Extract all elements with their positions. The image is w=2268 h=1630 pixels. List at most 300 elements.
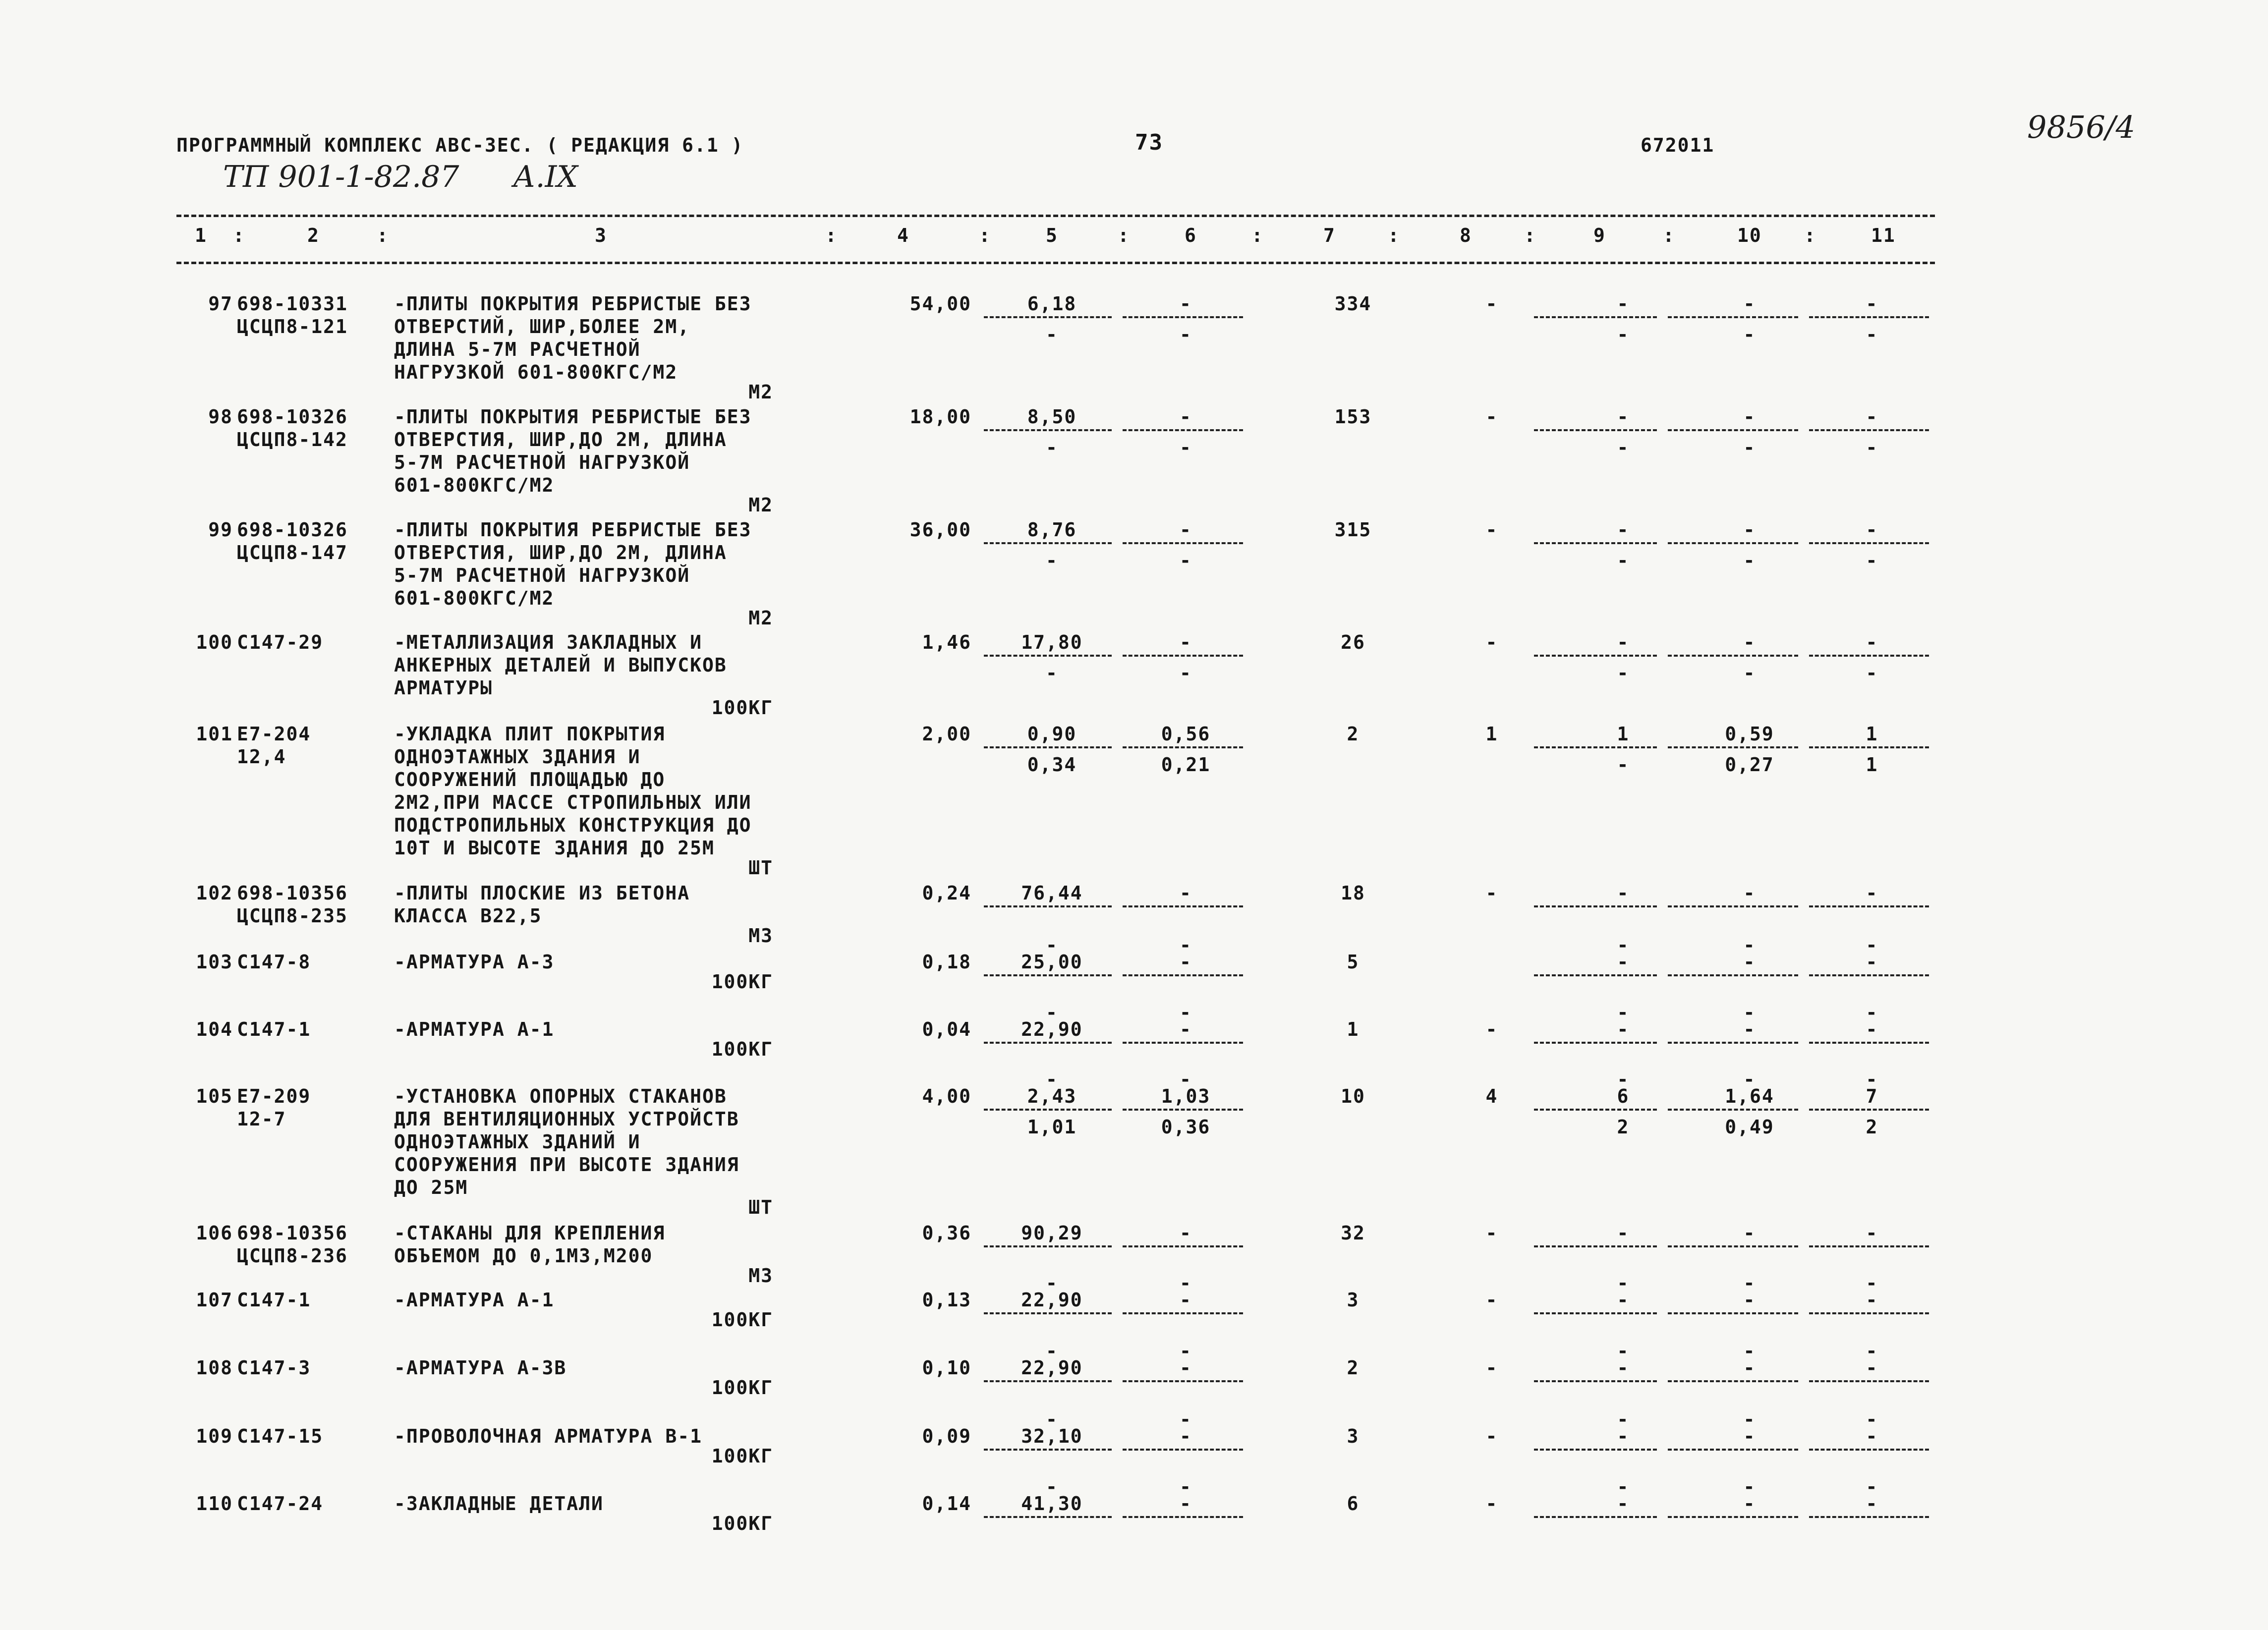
row-number: 108 xyxy=(196,1357,233,1379)
cell-c5: 90,29 xyxy=(1021,1222,1083,1244)
row-description: АРМАТУРЫ xyxy=(394,677,493,699)
cell-c9: - xyxy=(1617,951,1630,973)
cell-c9: - xyxy=(1617,1222,1630,1244)
row-description: 2М2,ПРИ МАССЕ СТРОПИЛЬНЫХ ИЛИ xyxy=(394,791,752,813)
cell-c5: 25,00 xyxy=(1021,951,1083,973)
row-code: 698-10356 xyxy=(237,1222,348,1244)
fraction-rule xyxy=(1534,1312,1657,1314)
fraction-rule xyxy=(1809,905,1929,907)
fraction-rule xyxy=(1809,746,1929,748)
table-top-rule xyxy=(176,215,1935,217)
row-code: 12,4 xyxy=(237,746,286,768)
cell-c7: 1 xyxy=(1347,1018,1360,1040)
fraction-rule xyxy=(1668,655,1798,657)
row-code: ЦСЦП8-235 xyxy=(237,905,348,927)
column-separator: : xyxy=(377,225,389,246)
fraction-rule xyxy=(1534,316,1657,318)
row-quantity: 54,00 xyxy=(909,293,971,315)
cell-c9-lower: - xyxy=(1617,754,1630,776)
fraction-rule xyxy=(1809,429,1929,431)
fraction-rule xyxy=(1123,1449,1243,1451)
cell-c9: - xyxy=(1617,1493,1630,1515)
row-quantity: 0,18 xyxy=(922,951,971,973)
row-quantity: 36,00 xyxy=(909,519,971,541)
cell-c6: - xyxy=(1180,882,1192,904)
cell-c11-lower: - xyxy=(1866,324,1878,345)
fraction-rule xyxy=(1534,1042,1657,1044)
cell-c11-upper: - xyxy=(1866,1408,1878,1430)
cell-c7: 3 xyxy=(1347,1425,1360,1447)
cell-c5-lower: - xyxy=(1046,662,1058,684)
cell-c5: 22,90 xyxy=(1021,1018,1083,1040)
cell-c9: - xyxy=(1617,1018,1630,1040)
cell-c10: - xyxy=(1743,1493,1756,1515)
row-description: ДЛЯ ВЕНТИЛЯЦИОННЫХ УСТРОЙСТВ xyxy=(394,1108,739,1130)
cell-c5: 41,30 xyxy=(1021,1493,1083,1515)
fraction-rule xyxy=(984,905,1112,907)
row-description: -СТАКАНЫ ДЛЯ КРЕПЛЕНИЯ xyxy=(394,1222,666,1244)
row-description: 10Т И ВЫСОТЕ ЗДАНИЯ ДО 25М xyxy=(394,837,715,859)
row-code: Е7-209 xyxy=(237,1085,311,1107)
row-number: 105 xyxy=(196,1085,233,1107)
column-separator: : xyxy=(825,225,838,246)
fraction-rule xyxy=(1668,1042,1798,1044)
cell-c11-upper: - xyxy=(1866,1272,1878,1294)
fraction-rule xyxy=(1123,316,1243,318)
row-code: С147-3 xyxy=(237,1357,311,1379)
cell-c6-upper: - xyxy=(1180,1272,1192,1294)
cell-c9-upper: - xyxy=(1617,1340,1630,1362)
row-number: 97 xyxy=(208,293,233,315)
cell-c11-upper: - xyxy=(1866,1002,1878,1023)
fraction-rule xyxy=(1809,974,1929,976)
cell-c11-upper: - xyxy=(1866,1068,1878,1090)
fraction-rule xyxy=(1534,905,1657,907)
cell-c9: - xyxy=(1617,631,1630,653)
cell-c9-lower: 2 xyxy=(1617,1116,1630,1138)
row-number: 101 xyxy=(196,723,233,745)
row-description: СООРУЖЕНИЙ ПЛОЩАДЬЮ ДО xyxy=(394,769,666,790)
cell-c11: - xyxy=(1866,1222,1878,1244)
row-unit: 100КГ xyxy=(711,1309,773,1331)
fraction-rule xyxy=(1668,1109,1798,1111)
cell-c9: - xyxy=(1617,519,1630,541)
cell-c10-upper: - xyxy=(1743,1476,1756,1498)
row-unit: М2 xyxy=(748,494,773,516)
cell-c10-lower: - xyxy=(1743,324,1756,345)
cell-c11-upper: - xyxy=(1866,1476,1878,1498)
row-description: ДЛИНА 5-7М РАСЧЕТНОЙ xyxy=(394,338,641,360)
row-code: 698-10326 xyxy=(237,406,348,428)
cell-c8: 1 xyxy=(1485,723,1498,745)
fraction-rule xyxy=(1534,1380,1657,1382)
cell-c7: 32 xyxy=(1341,1222,1365,1244)
row-code: 698-10331 xyxy=(237,293,348,315)
fraction-rule xyxy=(1668,1449,1798,1451)
row-quantity: 0,24 xyxy=(922,882,971,904)
cell-c10: - xyxy=(1743,519,1756,541)
row-number: 102 xyxy=(196,882,233,904)
row-description: -ПЛИТЫ ПЛОСКИЕ ИЗ БЕТОНА xyxy=(394,882,690,904)
fraction-rule xyxy=(1534,1245,1657,1247)
cell-c9-upper: - xyxy=(1617,1002,1630,1023)
row-code: С147-15 xyxy=(237,1425,324,1447)
cell-c6-lower: - xyxy=(1180,437,1192,458)
cell-c5-upper: - xyxy=(1046,1272,1058,1294)
cell-c10: - xyxy=(1743,1425,1756,1447)
row-description: -ПЛИТЫ ПОКРЫТИЯ РЕБРИСТЫЕ БЕЗ xyxy=(394,519,752,541)
cell-c8: - xyxy=(1485,882,1498,904)
row-description: -АРМАТУРА А-1 xyxy=(394,1018,555,1040)
cell-c8: - xyxy=(1485,406,1498,428)
cell-c8: - xyxy=(1485,631,1498,653)
row-description: АНКЕРНЫХ ДЕТАЛЕЙ И ВЫПУСКОВ xyxy=(394,654,727,676)
cell-c5: 17,80 xyxy=(1021,631,1083,653)
fraction-rule xyxy=(984,746,1112,748)
fraction-rule xyxy=(984,1380,1112,1382)
row-quantity: 18,00 xyxy=(909,406,971,428)
row-description: СООРУЖЕНИЯ ПРИ ВЫСОТЕ ЗДАНИЯ xyxy=(394,1154,739,1176)
cell-c9-upper: - xyxy=(1617,1272,1630,1294)
column-separator: : xyxy=(233,225,245,246)
fraction-rule xyxy=(1809,1516,1929,1518)
fraction-rule xyxy=(1123,1245,1243,1247)
fraction-rule xyxy=(1668,316,1798,318)
cell-c9-upper: - xyxy=(1617,1476,1630,1498)
row-number: 103 xyxy=(196,951,233,973)
cell-c5-lower: - xyxy=(1046,550,1058,571)
fraction-rule xyxy=(984,655,1112,657)
cell-c11-lower: - xyxy=(1866,550,1878,571)
cell-c9: - xyxy=(1617,882,1630,904)
cell-c5: 6,18 xyxy=(1027,293,1077,315)
cell-c11-upper: - xyxy=(1866,1340,1878,1362)
row-unit: ШТ xyxy=(748,857,773,879)
row-description: ДО 25М xyxy=(394,1177,468,1198)
cell-c6: - xyxy=(1180,951,1192,973)
column-header: 10 xyxy=(1737,225,1762,246)
fraction-rule xyxy=(1123,542,1243,544)
row-description: -ПРОВОЛОЧНАЯ АРМАТУРА В-1 xyxy=(394,1425,702,1447)
cell-c9: - xyxy=(1617,406,1630,428)
fraction-rule xyxy=(984,1042,1112,1044)
cell-c10-upper: - xyxy=(1743,934,1756,956)
row-description: -ПЛИТЫ ПОКРЫТИЯ РЕБРИСТЫЕ БЕЗ xyxy=(394,293,752,315)
cell-c11: - xyxy=(1866,1357,1878,1379)
row-quantity: 0,36 xyxy=(922,1222,971,1244)
cell-c5-upper: - xyxy=(1046,1408,1058,1430)
column-separator: : xyxy=(1524,225,1536,246)
cell-c10-upper: - xyxy=(1743,1002,1756,1023)
cell-c8: - xyxy=(1485,1357,1498,1379)
row-description: -АРМАТУРА А-1 xyxy=(394,1289,555,1311)
fraction-rule xyxy=(1809,1312,1929,1314)
column-separator: : xyxy=(1118,225,1130,246)
cell-c11: - xyxy=(1866,631,1878,653)
cell-c8: - xyxy=(1485,1289,1498,1311)
fraction-rule xyxy=(1534,1516,1657,1518)
fraction-rule xyxy=(1123,1109,1243,1111)
row-description: -АРМАТУРА А-3В xyxy=(394,1357,567,1379)
cell-c7: 10 xyxy=(1341,1085,1365,1107)
fraction-rule xyxy=(1809,542,1929,544)
row-number: 100 xyxy=(196,631,233,653)
header-program: ПРОГРАММНЫЙ КОМПЛЕКС АВС-3ЕС. ( РЕДАКЦИЯ 6.1 ) xyxy=(176,134,744,156)
cell-c9: - xyxy=(1617,293,1630,315)
fraction-rule xyxy=(984,429,1112,431)
cell-c7: 153 xyxy=(1334,406,1372,428)
row-number: 99 xyxy=(208,519,233,541)
column-header: 8 xyxy=(1460,225,1472,246)
cell-c6: 0,56 xyxy=(1161,723,1211,745)
cell-c6: 1,03 xyxy=(1161,1085,1211,1107)
row-unit: М3 xyxy=(748,1265,773,1287)
fraction-rule xyxy=(1668,1516,1798,1518)
column-separator: : xyxy=(1388,225,1400,246)
album-number: А.IX xyxy=(513,160,578,194)
cell-c5: 32,10 xyxy=(1021,1425,1083,1447)
cell-c6: - xyxy=(1180,1493,1192,1515)
column-separator: : xyxy=(1804,225,1816,246)
cell-c10-upper: - xyxy=(1743,1340,1756,1362)
cell-c5: 22,90 xyxy=(1021,1357,1083,1379)
table-header-rule xyxy=(176,262,1935,264)
project-number: ТП 901-1-82.87 xyxy=(223,160,459,194)
cell-c7: 2 xyxy=(1347,1357,1360,1379)
cell-c9-upper: - xyxy=(1617,1068,1630,1090)
cell-c9: - xyxy=(1617,1289,1630,1311)
cell-c10: - xyxy=(1743,631,1756,653)
column-header: 1 xyxy=(195,225,207,246)
cell-c5: 76,44 xyxy=(1021,882,1083,904)
row-description: -АРМАТУРА А-3 xyxy=(394,951,555,973)
fraction-rule xyxy=(1668,542,1798,544)
row-unit: М3 xyxy=(748,925,773,947)
column-header: 9 xyxy=(1593,225,1606,246)
cell-c6-lower: - xyxy=(1180,662,1192,684)
cell-c10-lower: - xyxy=(1743,550,1756,571)
cell-c6: - xyxy=(1180,519,1192,541)
cell-c5: 2,43 xyxy=(1027,1085,1077,1107)
cell-c8: - xyxy=(1485,519,1498,541)
cell-c10: - xyxy=(1743,1289,1756,1311)
row-quantity: 4,00 xyxy=(922,1085,971,1107)
column-header: 2 xyxy=(307,225,320,246)
fraction-rule xyxy=(1123,1312,1243,1314)
fraction-rule xyxy=(984,1109,1112,1111)
fraction-rule xyxy=(984,1312,1112,1314)
fraction-rule xyxy=(1809,655,1929,657)
cell-c8: - xyxy=(1485,1493,1498,1515)
fraction-rule xyxy=(1668,1380,1798,1382)
cell-c11-lower: 2 xyxy=(1866,1116,1878,1138)
cell-c5: 8,50 xyxy=(1027,406,1077,428)
row-code: ЦСЦП8-147 xyxy=(237,542,348,563)
row-unit: 100КГ xyxy=(711,1513,773,1534)
cell-c8: - xyxy=(1485,293,1498,315)
column-separator: : xyxy=(1663,225,1675,246)
row-number: 104 xyxy=(196,1018,233,1040)
cell-c6: - xyxy=(1180,1425,1192,1447)
fraction-rule xyxy=(984,1449,1112,1451)
cell-c11-upper: - xyxy=(1866,934,1878,956)
cell-c9-upper: - xyxy=(1617,1408,1630,1430)
cell-c10: - xyxy=(1743,1357,1756,1379)
cell-c9: 6 xyxy=(1617,1085,1630,1107)
row-code: С147-24 xyxy=(237,1493,324,1515)
cell-c6-upper: - xyxy=(1180,1408,1192,1430)
row-code: С147-1 xyxy=(237,1289,311,1311)
row-unit: 100КГ xyxy=(711,1445,773,1467)
cell-c8: 4 xyxy=(1485,1085,1498,1107)
cell-c9-upper: - xyxy=(1617,934,1630,956)
fraction-rule xyxy=(1123,1380,1243,1382)
cell-c9-lower: - xyxy=(1617,550,1630,571)
fraction-rule xyxy=(1534,542,1657,544)
cell-c11: - xyxy=(1866,1018,1878,1040)
cell-c7: 334 xyxy=(1334,293,1372,315)
corner-note: 9856/4 xyxy=(2027,109,2136,145)
row-code: 698-10326 xyxy=(237,519,348,541)
row-description: ОТВЕРСТИЯ, ШИР,ДО 2М, ДЛИНА xyxy=(394,542,727,563)
fraction-rule xyxy=(984,1245,1112,1247)
cell-c10: - xyxy=(1743,882,1756,904)
row-description: -МЕТАЛЛИЗАЦИЯ ЗАКЛАДНЫХ И xyxy=(394,631,702,653)
fraction-rule xyxy=(1668,429,1798,431)
fraction-rule xyxy=(1123,746,1243,748)
cell-c9: - xyxy=(1617,1425,1630,1447)
row-description: -ПЛИТЫ ПОКРЫТИЯ РЕБРИСТЫЕ БЕЗ xyxy=(394,406,752,428)
cell-c11: - xyxy=(1866,951,1878,973)
cell-c10: 1,64 xyxy=(1725,1085,1774,1107)
cell-c9: - xyxy=(1617,1357,1630,1379)
fraction-rule xyxy=(1534,974,1657,976)
cell-c11: - xyxy=(1866,406,1878,428)
cell-c8: - xyxy=(1485,1222,1498,1244)
cell-c10: - xyxy=(1743,293,1756,315)
fraction-rule xyxy=(1809,1042,1929,1044)
row-description: 601-800КГС/М2 xyxy=(394,587,555,609)
fraction-rule xyxy=(1668,1312,1798,1314)
cell-c11: - xyxy=(1866,1289,1878,1311)
row-code: С147-29 xyxy=(237,631,324,653)
fraction-rule xyxy=(1668,974,1798,976)
fraction-rule xyxy=(1123,1042,1243,1044)
fraction-rule xyxy=(1534,1449,1657,1451)
cell-c6-lower: - xyxy=(1180,324,1192,345)
cell-c6-upper: - xyxy=(1180,1340,1192,1362)
row-description: -УСТАНОВКА ОПОРНЫХ СТАКАНОВ xyxy=(394,1085,727,1107)
column-separator: : xyxy=(979,225,991,246)
row-quantity: 0,13 xyxy=(922,1289,971,1311)
column-header: 11 xyxy=(1871,225,1896,246)
cell-c11-lower: - xyxy=(1866,662,1878,684)
row-description: -ЗАКЛАДНЫЕ ДЕТАЛИ xyxy=(394,1493,604,1515)
column-header: 5 xyxy=(1046,225,1058,246)
row-unit: 100КГ xyxy=(711,1038,773,1060)
row-number: 106 xyxy=(196,1222,233,1244)
cell-c11: - xyxy=(1866,293,1878,315)
row-code: ЦСЦП8-236 xyxy=(237,1245,348,1267)
cell-c6: - xyxy=(1180,1357,1192,1379)
cell-c9: 1 xyxy=(1617,723,1630,745)
cell-c10: - xyxy=(1743,406,1756,428)
cell-c5-upper: - xyxy=(1046,1068,1058,1090)
cell-c6: - xyxy=(1180,1018,1192,1040)
fraction-rule xyxy=(984,1516,1112,1518)
row-quantity: 0,14 xyxy=(922,1493,971,1515)
cell-c11: 1 xyxy=(1866,723,1878,745)
cell-c6-lower: 0,21 xyxy=(1161,754,1211,776)
cell-c6-upper: - xyxy=(1180,1002,1192,1023)
cell-c5: 8,76 xyxy=(1027,519,1077,541)
cell-c11: - xyxy=(1866,882,1878,904)
cell-c9-lower: - xyxy=(1617,324,1630,345)
row-unit: М2 xyxy=(748,607,773,629)
cell-c7: 315 xyxy=(1334,519,1372,541)
cell-c10-lower: - xyxy=(1743,437,1756,458)
fraction-rule xyxy=(1123,429,1243,431)
cell-c10: - xyxy=(1743,1222,1756,1244)
cell-c5: 22,90 xyxy=(1021,1289,1083,1311)
fraction-rule xyxy=(984,316,1112,318)
cell-c6: - xyxy=(1180,631,1192,653)
cell-c10-upper: - xyxy=(1743,1272,1756,1294)
fraction-rule xyxy=(1123,905,1243,907)
fraction-rule xyxy=(1123,1516,1243,1518)
row-description: ОДНОЭТАЖНЫХ ЗДАНИЯ И xyxy=(394,746,641,768)
header-page-number: 73 xyxy=(1135,130,1163,155)
row-description: НАГРУЗКОЙ 601-800КГС/М2 xyxy=(394,361,678,383)
cell-c6-lower: 0,36 xyxy=(1161,1116,1211,1138)
cell-c7: 6 xyxy=(1347,1493,1360,1515)
cell-c7: 3 xyxy=(1347,1289,1360,1311)
cell-c5-lower: 1,01 xyxy=(1027,1116,1077,1138)
fraction-rule xyxy=(1809,1380,1929,1382)
row-quantity: 0,04 xyxy=(922,1018,971,1040)
cell-c9-lower: - xyxy=(1617,662,1630,684)
row-number: 109 xyxy=(196,1425,233,1447)
fraction-rule xyxy=(1123,974,1243,976)
cell-c8: - xyxy=(1485,1018,1498,1040)
row-description: 5-7М РАСЧЕТНОЙ НАГРУЗКОЙ xyxy=(394,564,690,586)
cell-c5-upper: - xyxy=(1046,1340,1058,1362)
cell-c10-lower: 0,49 xyxy=(1725,1116,1774,1138)
row-code: 698-10356 xyxy=(237,882,348,904)
fraction-rule xyxy=(1809,1449,1929,1451)
cell-c8: - xyxy=(1485,1425,1498,1447)
column-header: 4 xyxy=(897,225,909,246)
row-description: ПОДСТРОПИЛЬНЫХ КОНСТРУКЦИЯ ДО xyxy=(394,814,752,836)
row-unit: М2 xyxy=(748,381,773,403)
row-code: С147-8 xyxy=(237,951,311,973)
row-description: 601-800КГС/М2 xyxy=(394,474,555,496)
row-description: ОТВЕРСТИЯ, ШИР,ДО 2М, ДЛИНА xyxy=(394,429,727,450)
row-unit: 100КГ xyxy=(711,1377,773,1399)
cell-c11: - xyxy=(1866,1425,1878,1447)
fraction-rule xyxy=(1668,1245,1798,1247)
cell-c5-upper: - xyxy=(1046,1476,1058,1498)
cell-c11: - xyxy=(1866,519,1878,541)
cell-c7: 2 xyxy=(1347,723,1360,745)
fraction-rule xyxy=(1534,655,1657,657)
cell-c6-upper: - xyxy=(1180,934,1192,956)
fraction-rule xyxy=(1668,905,1798,907)
cell-c6: - xyxy=(1180,1289,1192,1311)
cell-c10-upper: - xyxy=(1743,1068,1756,1090)
row-code: С147-1 xyxy=(237,1018,311,1040)
row-number: 98 xyxy=(208,406,233,428)
